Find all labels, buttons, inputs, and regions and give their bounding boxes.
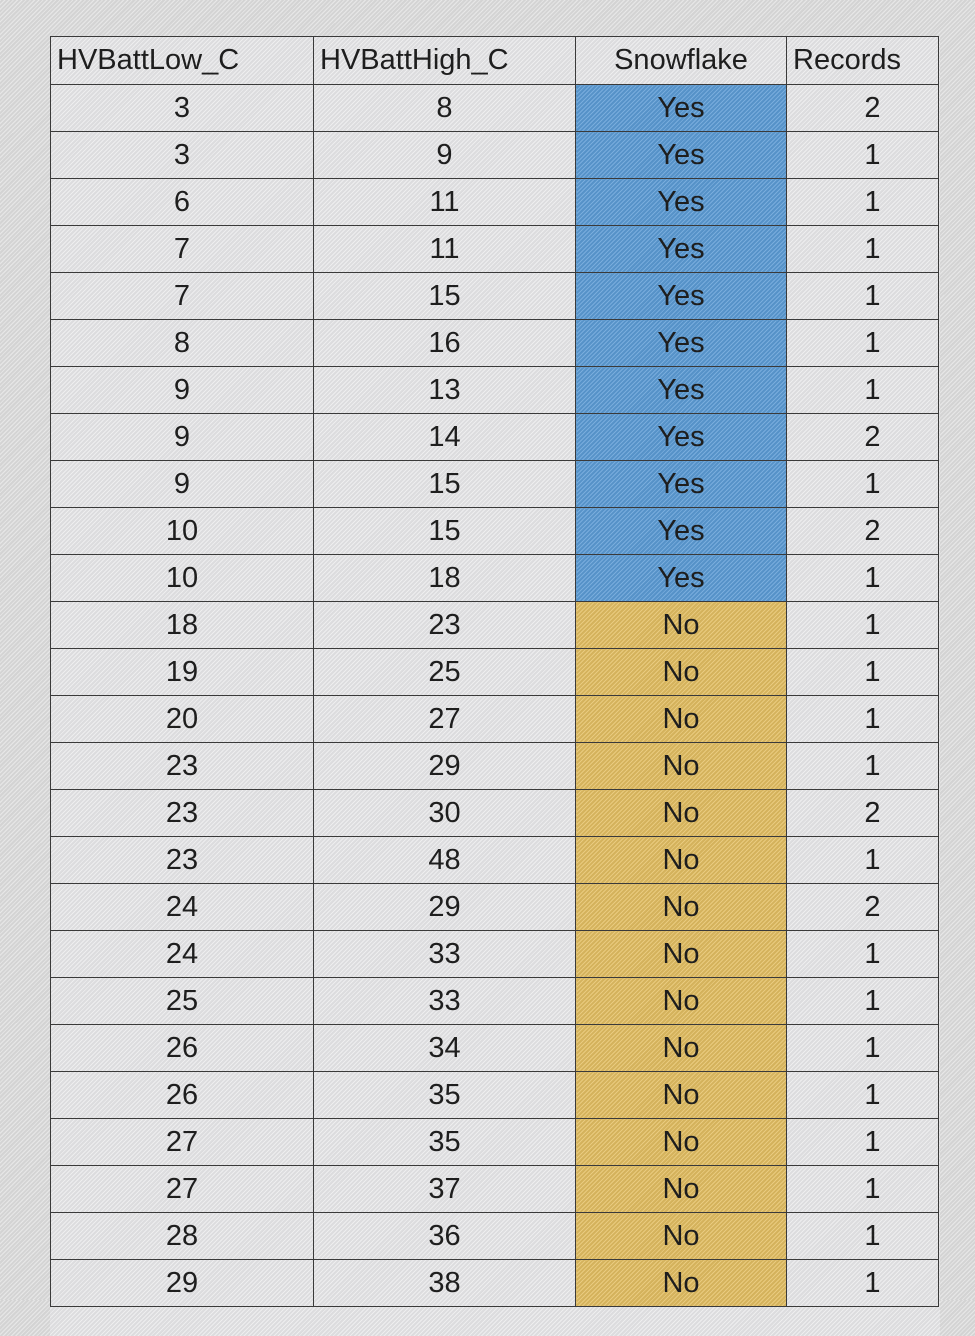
table-row bbox=[51, 1260, 939, 1307]
cell-hvbatthigh[interactable]: 34 bbox=[314, 1025, 576, 1072]
cell-hvbattlow[interactable]: 29 bbox=[51, 1260, 314, 1307]
cell-snowflake[interactable]: No bbox=[576, 1213, 787, 1260]
cell-snowflake[interactable]: Yes bbox=[576, 226, 787, 273]
cell-records[interactable]: 1 bbox=[787, 320, 939, 367]
cell-snowflake[interactable]: Yes bbox=[576, 555, 787, 602]
cell-snowflake[interactable]: Yes bbox=[576, 367, 787, 414]
cell-records[interactable]: 2 bbox=[787, 414, 939, 461]
cell-hvbattlow[interactable]: 9 bbox=[51, 414, 314, 461]
table-row bbox=[51, 414, 939, 461]
cell-hvbattlow[interactable]: 24 bbox=[51, 931, 314, 978]
cell-hvbattlow[interactable]: 18 bbox=[51, 602, 314, 649]
cell-hvbattlow[interactable]: 28 bbox=[51, 1213, 314, 1260]
cell-records[interactable]: 1 bbox=[787, 1260, 939, 1307]
cell-hvbatthigh[interactable]: 37 bbox=[314, 1166, 576, 1213]
table-row bbox=[51, 179, 939, 226]
cell-hvbatthigh[interactable]: 36 bbox=[314, 1213, 576, 1260]
table-row bbox=[51, 649, 939, 696]
cell-snowflake[interactable]: No bbox=[576, 1119, 787, 1166]
cell-hvbattlow[interactable]: 26 bbox=[51, 1025, 314, 1072]
table-row bbox=[51, 1119, 939, 1166]
cell-records[interactable]: 2 bbox=[787, 790, 939, 837]
cell-hvbatthigh[interactable]: 23 bbox=[314, 602, 576, 649]
cell-hvbatthigh[interactable]: 15 bbox=[314, 273, 576, 320]
cell-snowflake[interactable]: No bbox=[576, 1260, 787, 1307]
cell-records[interactable]: 2 bbox=[787, 884, 939, 931]
cell-hvbatthigh[interactable]: 25 bbox=[314, 649, 576, 696]
cell-hvbattlow[interactable]: 6 bbox=[51, 179, 314, 226]
table-row bbox=[51, 555, 939, 602]
cell-hvbattlow[interactable]: 27 bbox=[51, 1119, 314, 1166]
cell-hvbatthigh[interactable]: 15 bbox=[314, 461, 576, 508]
cell-hvbatthigh[interactable]: 29 bbox=[314, 743, 576, 790]
cell-hvbattlow[interactable]: 19 bbox=[51, 649, 314, 696]
cell-hvbattlow[interactable]: 3 bbox=[51, 132, 314, 179]
cell-hvbatthigh[interactable]: 13 bbox=[314, 367, 576, 414]
cell-snowflake[interactable]: No bbox=[576, 1025, 787, 1072]
cell-snowflake[interactable]: No bbox=[576, 602, 787, 649]
table-row bbox=[51, 461, 939, 508]
cell-records[interactable]: 1 bbox=[787, 837, 939, 884]
cell-records[interactable]: 1 bbox=[787, 978, 939, 1025]
cell-snowflake[interactable]: No bbox=[576, 1072, 787, 1119]
cell-records[interactable]: 1 bbox=[787, 367, 939, 414]
table-row bbox=[51, 320, 939, 367]
cell-hvbatthigh[interactable]: 48 bbox=[314, 837, 576, 884]
table-row bbox=[51, 1213, 939, 1260]
cell-snowflake[interactable]: Yes bbox=[576, 273, 787, 320]
cell-records[interactable]: 1 bbox=[787, 1213, 939, 1260]
cell-hvbatthigh[interactable]: 27 bbox=[314, 696, 576, 743]
table-row bbox=[51, 743, 939, 790]
data-table bbox=[50, 36, 939, 1307]
cell-hvbattlow[interactable]: 9 bbox=[51, 367, 314, 414]
cell-hvbatthigh[interactable]: 8 bbox=[314, 85, 576, 132]
table-row bbox=[51, 837, 939, 884]
cell-records[interactable]: 1 bbox=[787, 1166, 939, 1213]
cell-snowflake[interactable]: No bbox=[576, 743, 787, 790]
cell-records[interactable]: 1 bbox=[787, 1119, 939, 1166]
cell-hvbattlow[interactable]: 26 bbox=[51, 1072, 314, 1119]
table-row bbox=[51, 790, 939, 837]
table-body bbox=[51, 85, 939, 1307]
cell-hvbatthigh[interactable]: 33 bbox=[314, 978, 576, 1025]
cell-snowflake[interactable]: No bbox=[576, 884, 787, 931]
cell-hvbatthigh[interactable]: 11 bbox=[314, 226, 576, 273]
cell-hvbatthigh[interactable]: 29 bbox=[314, 884, 576, 931]
cell-hvbatthigh[interactable]: 16 bbox=[314, 320, 576, 367]
cell-hvbatthigh[interactable]: 18 bbox=[314, 555, 576, 602]
cell-records[interactable]: 1 bbox=[787, 696, 939, 743]
table-row bbox=[51, 273, 939, 320]
cell-hvbattlow[interactable]: 7 bbox=[51, 273, 314, 320]
cell-records[interactable]: 1 bbox=[787, 461, 939, 508]
cell-snowflake[interactable]: Yes bbox=[576, 132, 787, 179]
cell-records[interactable]: 1 bbox=[787, 602, 939, 649]
cell-snowflake[interactable]: Yes bbox=[576, 508, 787, 555]
header-row bbox=[51, 37, 939, 85]
cell-records[interactable]: 1 bbox=[787, 273, 939, 320]
cell-hvbatthigh[interactable]: 9 bbox=[314, 132, 576, 179]
cell-hvbattlow[interactable]: 23 bbox=[51, 743, 314, 790]
table-row bbox=[51, 367, 939, 414]
cell-hvbatthigh[interactable]: 38 bbox=[314, 1260, 576, 1307]
cell-hvbatthigh[interactable]: 30 bbox=[314, 790, 576, 837]
cell-hvbatthigh[interactable]: 11 bbox=[314, 179, 576, 226]
cell-records[interactable]: 1 bbox=[787, 179, 939, 226]
cell-hvbatthigh[interactable]: 33 bbox=[314, 931, 576, 978]
cell-hvbatthigh[interactable]: 35 bbox=[314, 1072, 576, 1119]
cell-hvbattlow[interactable]: 25 bbox=[51, 978, 314, 1025]
cell-records[interactable]: 1 bbox=[787, 226, 939, 273]
table-row bbox=[51, 1166, 939, 1213]
cell-hvbattlow[interactable]: 8 bbox=[51, 320, 314, 367]
table-row bbox=[51, 132, 939, 179]
cell-snowflake[interactable]: No bbox=[576, 931, 787, 978]
cell-hvbattlow[interactable]: 9 bbox=[51, 461, 314, 508]
cell-snowflake[interactable]: No bbox=[576, 696, 787, 743]
cell-records[interactable]: 1 bbox=[787, 555, 939, 602]
table-row bbox=[51, 884, 939, 931]
cell-snowflake[interactable]: No bbox=[576, 790, 787, 837]
cell-hvbattlow[interactable]: 10 bbox=[51, 555, 314, 602]
table-row bbox=[51, 1025, 939, 1072]
cell-snowflake[interactable]: Yes bbox=[576, 414, 787, 461]
table-row bbox=[51, 1072, 939, 1119]
cell-hvbattlow[interactable]: 23 bbox=[51, 790, 314, 837]
cell-records[interactable]: 1 bbox=[787, 649, 939, 696]
cell-hvbattlow[interactable]: 10 bbox=[51, 508, 314, 555]
cell-hvbattlow[interactable]: 24 bbox=[51, 884, 314, 931]
cell-records[interactable]: 1 bbox=[787, 743, 939, 790]
cell-snowflake[interactable]: No bbox=[576, 649, 787, 696]
cell-records[interactable]: 1 bbox=[787, 1025, 939, 1072]
table-row bbox=[51, 931, 939, 978]
header-hvbattlow[interactable]: HVBattLow_C bbox=[51, 37, 314, 85]
header-snowflake[interactable]: Snowflake bbox=[576, 37, 787, 85]
header-hvbatthigh[interactable]: HVBattHigh_C bbox=[314, 37, 576, 85]
cell-snowflake[interactable]: No bbox=[576, 978, 787, 1025]
table-row bbox=[51, 85, 939, 132]
cell-hvbatthigh[interactable]: 35 bbox=[314, 1119, 576, 1166]
table-row bbox=[51, 602, 939, 649]
table-row bbox=[51, 696, 939, 743]
table-row bbox=[51, 978, 939, 1025]
cell-records[interactable]: 2 bbox=[787, 85, 939, 132]
spreadsheet-area bbox=[50, 36, 940, 1336]
cell-snowflake[interactable]: No bbox=[576, 1166, 787, 1213]
cell-hvbatthigh[interactable]: 15 bbox=[314, 508, 576, 555]
cell-records[interactable]: 1 bbox=[787, 931, 939, 978]
cell-snowflake[interactable]: Yes bbox=[576, 85, 787, 132]
cell-hvbattlow[interactable]: 7 bbox=[51, 226, 314, 273]
table-row bbox=[51, 226, 939, 273]
table-header bbox=[51, 37, 939, 85]
cell-hvbatthigh[interactable]: 14 bbox=[314, 414, 576, 461]
cell-snowflake[interactable]: Yes bbox=[576, 461, 787, 508]
cell-snowflake[interactable]: Yes bbox=[576, 320, 787, 367]
cell-snowflake[interactable]: No bbox=[576, 837, 787, 884]
cell-hvbattlow[interactable]: 23 bbox=[51, 837, 314, 884]
cell-hvbattlow[interactable]: 20 bbox=[51, 696, 314, 743]
cell-snowflake[interactable]: Yes bbox=[576, 179, 787, 226]
cell-hvbattlow[interactable]: 27 bbox=[51, 1166, 314, 1213]
table-row bbox=[51, 508, 939, 555]
header-records[interactable]: Records bbox=[787, 37, 939, 85]
cell-records[interactable]: 1 bbox=[787, 1072, 939, 1119]
cell-records[interactable]: 2 bbox=[787, 508, 939, 555]
cell-records[interactable]: 1 bbox=[787, 132, 939, 179]
cell-hvbattlow[interactable]: 3 bbox=[51, 85, 314, 132]
